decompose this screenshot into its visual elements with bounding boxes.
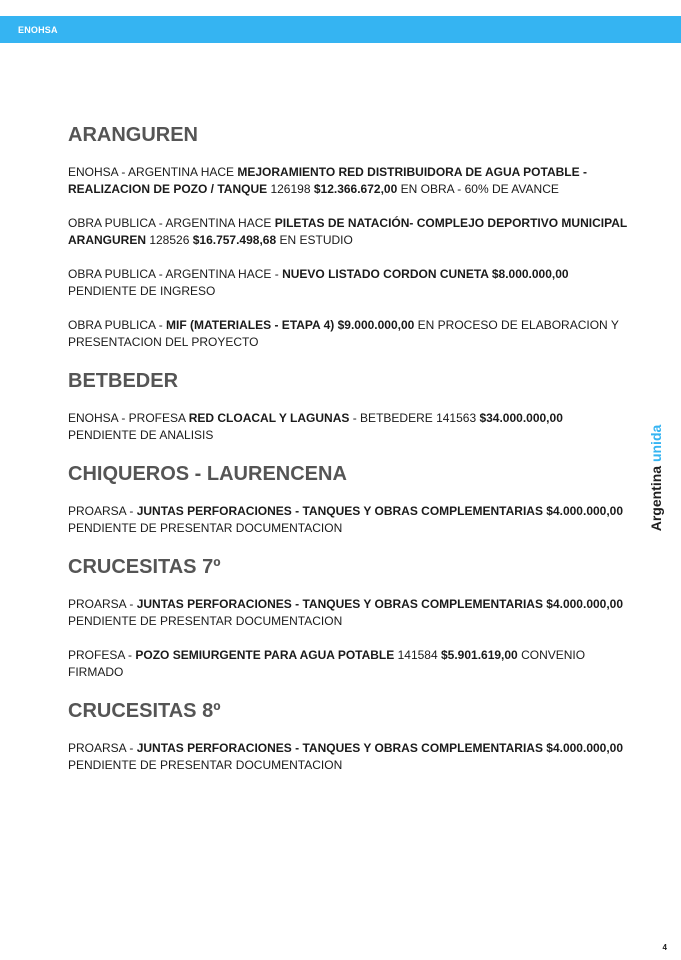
project-entry	[68, 410, 628, 444]
section	[68, 368, 628, 444]
entry-text: PROARSA -	[68, 597, 137, 611]
entry-text: PROARSA -	[68, 741, 137, 755]
entry-bold-text: POZO SEMIURGENTE PARA AGUA POTABLE	[135, 648, 395, 662]
entry-text: EN ESTUDIO	[276, 233, 353, 247]
entry-bold-text: MEJORAMIENTO RED DISTRIBUIDORA DE AGUA POTABLE - REALIZACION DE POZO / TANQUE	[68, 165, 587, 196]
section-title: CRUCESITAS 8º	[68, 700, 221, 722]
project-entry	[68, 647, 628, 681]
document-body	[68, 122, 628, 791]
project-entry	[68, 317, 628, 351]
entry-bold-text: NUEVO LISTADO CORDON CUNETA $8.000.000,00	[282, 267, 569, 281]
entry-text: PROFESA -	[68, 648, 136, 662]
section-title: ARANGUREN	[68, 124, 198, 146]
project-entry	[68, 503, 628, 537]
entry-text: PENDIENTE DE PRESENTAR DOCUMENTACION	[68, 521, 343, 535]
project-entry	[68, 740, 628, 774]
entry-bold-text: $12.366.672,00	[313, 182, 398, 196]
entry-text: OBRA PUBLICA - ARGENTINA HACE	[68, 216, 275, 230]
entry-text: PENDIENTE DE INGRESO	[68, 284, 216, 298]
entry-bold-text: JUNTAS PERFORACIONES - TANQUES Y OBRAS COMPLEMENTARIAS $4.000.000,00	[136, 741, 624, 755]
entry-text: CONVENIO FIRMADO	[68, 648, 586, 679]
entry-text: EN PROCESO DE ELABORACION Y PRESENTACION DEL PROYECTO	[68, 318, 619, 349]
side-brand-part2: unida	[648, 424, 664, 462]
section-title: BETBEDER	[68, 370, 179, 392]
entry-text: PENDIENTE DE PRESENTAR DOCUMENTACION	[68, 614, 343, 628]
entry-text: ENOHSA - ARGENTINA HACE	[68, 165, 238, 179]
section	[68, 554, 628, 681]
entry-bold-text: MIF (MATERIALES - ETAPA 4) $9.000.000,00	[166, 318, 415, 332]
section-title: CRUCESITAS 7º	[68, 556, 221, 578]
entry-bold-text: $34.000.000,00	[479, 411, 563, 425]
entry-text: 141584	[394, 648, 441, 662]
entry-bold-text: PILETAS DE NATACIÓN- COMPLEJO DEPORTIVO MUNICIPAL ARANGUREN	[68, 216, 627, 247]
side-brand-part1: Argentina	[648, 465, 664, 531]
project-entry	[68, 164, 628, 198]
page-number: 4	[662, 943, 667, 952]
entry-bold-text: $16.757.498,68	[192, 233, 277, 247]
header-bar	[0, 16, 681, 43]
entry-bold-text: RED CLOACAL Y LAGUNAS	[188, 411, 350, 425]
entry-text: EN OBRA - 60% DE AVANCE	[397, 182, 559, 196]
entry-bold-text: JUNTAS PERFORACIONES - TANQUES Y OBRAS COMPLEMENTARIAS $4.000.000,00	[136, 504, 624, 518]
section	[68, 122, 628, 351]
entry-text: 126198	[267, 182, 314, 196]
project-entry	[68, 215, 628, 249]
entry-text: 128526	[146, 233, 193, 247]
entry-text: PENDIENTE DE PRESENTAR DOCUMENTACION	[68, 758, 343, 772]
entry-text: ENOHSA - PROFESA	[68, 411, 189, 425]
project-entry	[68, 596, 628, 630]
section	[68, 461, 628, 537]
entry-text: OBRA PUBLICA - ARGENTINA HACE -	[68, 267, 283, 281]
header-label: ENOHSA	[18, 25, 58, 35]
section	[68, 698, 628, 774]
entry-text: OBRA PUBLICA -	[68, 318, 167, 332]
entry-text: PROARSA -	[68, 504, 137, 518]
side-brand	[638, 420, 674, 535]
section-title: CHIQUEROS - LAURENCENA	[68, 463, 347, 485]
entry-text: - BETBEDERE 141563	[349, 411, 480, 425]
entry-text: PENDIENTE DE ANALISIS	[68, 428, 214, 442]
entry-bold-text: $5.901.619,00	[440, 648, 518, 662]
project-entry	[68, 266, 628, 300]
entry-bold-text: JUNTAS PERFORACIONES - TANQUES Y OBRAS COMPLEMENTARIAS $4.000.000,00	[136, 597, 624, 611]
